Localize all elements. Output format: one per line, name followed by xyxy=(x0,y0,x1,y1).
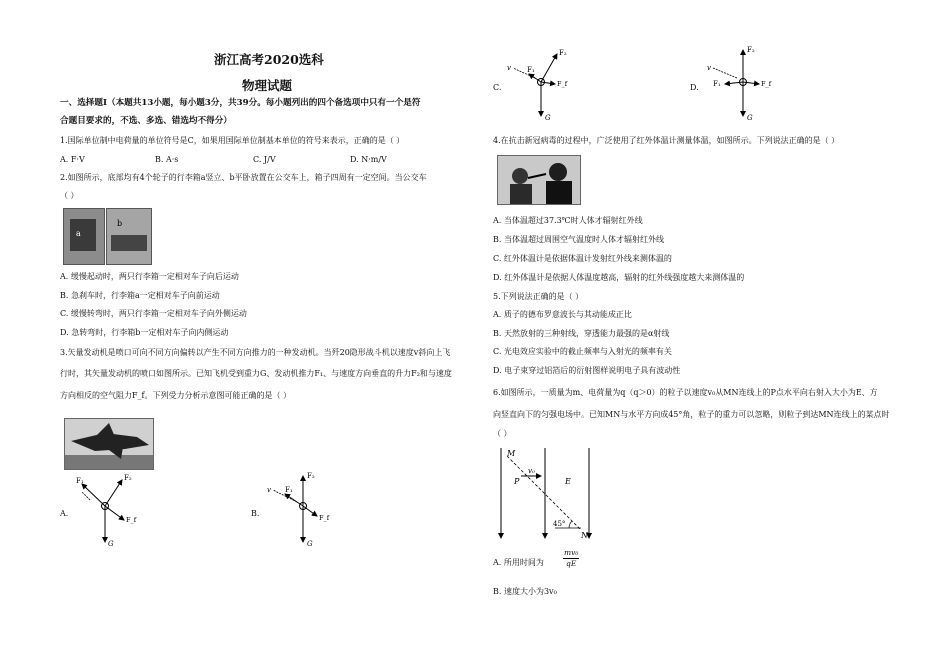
q6-option-a-fraction xyxy=(563,548,579,569)
diagram-a-label-f2: F₂ xyxy=(124,474,132,482)
q2-stem-line2: （ ） xyxy=(60,191,79,200)
diagram-b-label-g: G xyxy=(307,540,313,548)
q5-option-c: C. 光电效应实验中的截止频率与入射光的频率有关 xyxy=(493,347,672,356)
diagram-label-n: N xyxy=(581,531,588,540)
diagram-c-label-f2: F₂ xyxy=(559,49,567,57)
diagram-b-label-ff: F_f xyxy=(319,514,330,522)
diagram-d-label-f1: F₁ xyxy=(713,80,721,88)
diagram-a-label-ff: F_f xyxy=(126,516,137,524)
q2-option-c: C. 缓慢转弯时，两只行李箱一定相对车子向外侧运动 xyxy=(60,309,247,318)
q5-option-a: A. 质子的德布罗意波长与其动能成正比 xyxy=(493,310,632,319)
diagram-d-label-v: v xyxy=(707,64,711,72)
diagram-c-label-f1: F₁ xyxy=(527,66,535,74)
suitcase-b-shape xyxy=(111,235,147,251)
diagram-c-label-g: G xyxy=(545,114,551,122)
diagram-b-label-f1: F₁ xyxy=(285,486,293,494)
diagram-d-label-f2: F₂ xyxy=(747,46,755,54)
q2-stem-line1: 2.如图所示，底部均有4个轮子的行李箱a竖立、b平卧放置在公交车上，箱子四周有一定空间。当公交车 xyxy=(60,173,427,182)
luggage-photo-a xyxy=(63,208,105,265)
q2-option-b: B. 急刹车时，行李箱a一定相对车子向前运动 xyxy=(60,291,220,300)
q4-stem: 4.在抗击新冠病毒的过程中，广泛使用了红外体温计测量体温，如图所示。下列说法正确的是（ ） xyxy=(493,136,840,145)
diagram-label-e: E xyxy=(565,477,571,486)
fraction-denominator: qE xyxy=(566,559,577,568)
diagram-c-label-v: v xyxy=(507,64,511,72)
q3-option-b-label: B. xyxy=(251,509,260,518)
q1-option-d: D. N·m/V xyxy=(350,155,387,164)
force-diagram-c xyxy=(505,44,585,124)
section-header-line1: 一、选择题Ⅰ（本题共13小题，每小题3分，共39分。每小题列出的四个备选项中只有一个是符 xyxy=(60,98,421,108)
q3-option-a-label: A. xyxy=(60,509,69,518)
q1-option-b: B. A·s xyxy=(155,155,179,164)
diagram-d-label-ff: F_f xyxy=(761,80,772,88)
thermometer-photo xyxy=(497,155,581,205)
diagram-a-label-f1: F₁ xyxy=(76,477,84,485)
diagram-b-label-f2: F₂ xyxy=(307,472,315,480)
q3-option-c-label: C. xyxy=(493,83,502,92)
fighter-jet-photo xyxy=(64,418,154,470)
section-header-line2: 合题目要求的，不选、多选、错选均不得分） xyxy=(60,116,232,126)
electric-field-diagram xyxy=(495,444,605,544)
luggage-photo-b xyxy=(106,208,152,265)
jet-silhouette xyxy=(65,419,153,469)
diagram-d-label-g: G xyxy=(747,114,753,122)
diagram-c-label-ff: F_f xyxy=(557,80,568,88)
suitcase-a-shape xyxy=(70,219,96,251)
diagram-label-angle: 45° xyxy=(553,520,566,528)
q4-option-a: A. 当体温超过37.3℃时人体才辐射红外线 xyxy=(493,216,643,225)
q4-option-c: C. 红外体温计是依据体温计发射红外线来测体温的 xyxy=(493,254,672,263)
q1-option-a: A. F·V xyxy=(60,155,85,164)
diagram-label-p: P xyxy=(514,477,520,486)
diagram-label-m: M xyxy=(507,449,516,458)
q3-stem-line2: 行时，其矢量发动机的喷口如图所示。已知飞机受到重力G、发动机推力F₁、与速度方向垂直的升力F₂和与速度 xyxy=(60,369,452,378)
q3-stem-line1: 3.矢量发动机是喷口可向不同方向偏转以产生不同方向推力的一种发动机。当歼20隐形战斗机以速度v斜向上飞 xyxy=(60,348,451,357)
q6-option-b: B. 速度大小为3v₀ xyxy=(493,587,557,596)
q5-option-b: B. 天然放射的三种射线，穿透能力最强的是α射线 xyxy=(493,329,670,338)
q1-option-c: C. J/V xyxy=(253,155,276,164)
fraction-numerator: mv₀ xyxy=(564,548,579,557)
force-diagram-a xyxy=(70,470,150,550)
q5-option-d: D. 电子束穿过铝箔后的衍射图样说明电子具有波动性 xyxy=(493,366,681,375)
q1-stem: 1.国际单位制中电荷量的单位符号是C，如果用国际单位制基本单位的符号来表示，正确的是（ ） xyxy=(60,136,405,145)
q4-option-b: B. 当体温超过周围空气温度时人体才辐射红外线 xyxy=(493,235,664,244)
q4-option-d: D. 红外体温计是依据人体温度越高，辐射的红外线强度越大来测体温的 xyxy=(493,273,745,282)
thermometer-scene xyxy=(498,156,580,204)
force-diagram-b xyxy=(265,470,345,550)
q3-option-d-label: D. xyxy=(690,83,699,92)
q5-stem: 5.下列说法正确的是（ ） xyxy=(493,292,584,301)
paper-subtitle: 物理试题 xyxy=(242,78,293,93)
diagram-b-label-v: v xyxy=(267,486,271,494)
paper-title: 浙江高考2020选科 xyxy=(214,52,324,67)
q6-stem-line1: 6.如图所示，一质量为m、电荷量为q（q＞0）的粒子以速度v₀从MN连线上的P点水平向右射入大小为E、方 xyxy=(493,388,878,397)
photo-label-b: b xyxy=(117,219,123,228)
diagram-a-label-g: G xyxy=(108,540,114,548)
q3-stem-line3: 方向相反的空气阻力F_f。下列受力分析示意图可能正确的是（ ） xyxy=(60,391,292,400)
q6-stem-line2: 向竖直向下的匀强电场中。已知MN与水平方向成45°角，粒子的重力可以忽略，则粒子到达MN连线上的某点时 xyxy=(493,410,890,419)
q6-option-a-label: A. 所用时间为 xyxy=(493,558,544,567)
q2-option-a: A. 缓慢起动时，两只行李箱一定相对车子向后运动 xyxy=(60,272,239,281)
q2-option-d: D. 急转弯时，行李箱b一定相对车子向内侧运动 xyxy=(60,328,229,337)
force-diagram-d xyxy=(705,44,785,124)
diagram-label-v0: v₀ xyxy=(528,467,535,475)
photo-label-a: a xyxy=(76,229,81,238)
q6-stem-line3: （ ） xyxy=(493,429,512,438)
